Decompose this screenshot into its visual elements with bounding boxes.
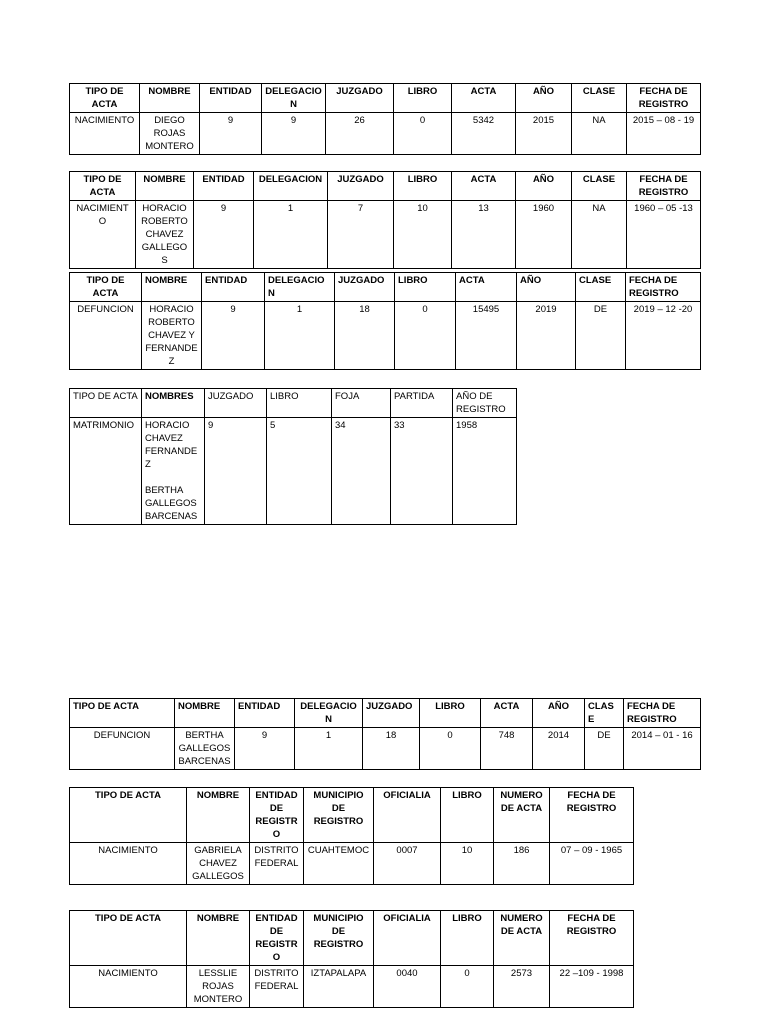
- header-cell: OFICIALIA: [374, 911, 441, 966]
- table-cell: 1960: [516, 201, 572, 269]
- header-cell: MUNICIPIO DE REGISTRO: [304, 788, 374, 843]
- header-cell: AÑO: [516, 172, 572, 201]
- acta-table-defuncion-bertha: [69, 698, 701, 770]
- table-row: [70, 418, 517, 525]
- table-cell: 7: [328, 201, 394, 269]
- header-cell: AÑO: [517, 273, 576, 302]
- table-row: [70, 728, 701, 770]
- table-cell: 15495: [456, 302, 517, 370]
- header-cell: ENTIDAD DE REGISTRO: [250, 911, 304, 966]
- table-cell: HORACIO CHAVEZ FERNANDEZ BERTHA GALLEGOS BARCENAS: [142, 418, 205, 525]
- table-cell: BERTHA GALLEGOS BARCENAS: [175, 728, 235, 770]
- table-cell: 07 – 09 - 1965: [550, 843, 634, 885]
- header-cell: LIBRO: [394, 84, 452, 113]
- table-cell: 2019: [517, 302, 576, 370]
- header-cell: LIBRO: [394, 172, 452, 201]
- table-cell: 13: [452, 201, 516, 269]
- table-cell: IZTAPALAPA: [304, 966, 374, 1008]
- header-cell: CLASE: [572, 84, 627, 113]
- table-cell: 10: [394, 201, 452, 269]
- header-cell: DELEGACION: [295, 699, 363, 728]
- header-cell: ACTA: [481, 699, 533, 728]
- header-cell: LIBRO: [441, 911, 494, 966]
- header-cell: NOMBRE: [175, 699, 235, 728]
- header-cell: TIPO DE ACTA: [70, 84, 140, 113]
- table-cell: DE: [576, 302, 626, 370]
- table-cell: 1960 – 05 -13: [627, 201, 701, 269]
- header-cell: NOMBRE: [142, 273, 202, 302]
- table-cell: NACIMIENTO: [70, 201, 136, 269]
- acta-table-nacimiento-diego: [69, 83, 701, 155]
- table-cell: 1: [254, 201, 328, 269]
- header-cell: ENTIDAD DE REGISTRO: [250, 788, 304, 843]
- table-cell: NACIMIENTO: [70, 113, 140, 155]
- table-cell: 5342: [452, 113, 516, 155]
- table-cell: NA: [572, 201, 627, 269]
- table-row: [70, 843, 634, 885]
- table-cell: 0007: [374, 843, 441, 885]
- table-cell: 1958: [453, 418, 517, 525]
- acta-table-nacimiento-gabriela: [69, 787, 634, 885]
- table-cell: 9: [235, 728, 295, 770]
- header-cell: JUZGADO: [363, 699, 420, 728]
- table-cell: DISTRITO FEDERAL: [250, 966, 304, 1008]
- table-cell: 2015: [516, 113, 572, 155]
- header-cell: JUZGADO: [328, 172, 394, 201]
- header-cell: JUZGADO: [335, 273, 395, 302]
- table-header-row: [70, 84, 701, 113]
- header-cell: TIPO DE ACTA: [70, 273, 142, 302]
- header-cell: ENTIDAD: [194, 172, 254, 201]
- table-header-row: [70, 911, 634, 966]
- header-cell: NUMERO DE ACTA: [494, 911, 550, 966]
- header-cell: NUMERO DE ACTA: [494, 788, 550, 843]
- header-cell: ACTA: [452, 172, 516, 201]
- table-row: [70, 966, 634, 1008]
- table-cell: NACIMIENTO: [70, 966, 187, 1008]
- header-cell: AÑO DE REGISTRO: [453, 389, 517, 418]
- header-cell: FECHA DE REGISTRO: [626, 273, 701, 302]
- table-cell: 34: [332, 418, 391, 525]
- header-cell: TIPO DE ACTA: [70, 699, 175, 728]
- header-cell: AÑO: [533, 699, 585, 728]
- header-cell: NOMBRE: [187, 788, 250, 843]
- table-header-row: [70, 788, 634, 843]
- header-cell: AÑO: [516, 84, 572, 113]
- table-cell: 9: [262, 113, 326, 155]
- header-cell: JUZGADO: [205, 389, 267, 418]
- table-cell: DIEGO ROJAS MONTERO: [140, 113, 200, 155]
- table-cell: 2573: [494, 966, 550, 1008]
- header-cell: CLASE: [585, 699, 624, 728]
- table-cell: 748: [481, 728, 533, 770]
- table-cell: 1: [295, 728, 363, 770]
- header-cell: CLASE: [572, 172, 627, 201]
- table-cell: 2014 – 01 - 16: [624, 728, 701, 770]
- header-cell: LIBRO: [267, 389, 332, 418]
- header-cell: OFICIALIA: [374, 788, 441, 843]
- header-cell: TIPO DE ACTA: [70, 389, 142, 418]
- table-cell: 186: [494, 843, 550, 885]
- table-cell: 22 –109 - 1998: [550, 966, 634, 1008]
- table-cell: 0: [394, 113, 452, 155]
- header-cell: DELEGACION: [254, 172, 328, 201]
- header-cell: PARTIDA: [391, 389, 453, 418]
- header-cell: ENTIDAD: [235, 699, 295, 728]
- header-cell: LIBRO: [441, 788, 494, 843]
- header-cell: ENTIDAD: [200, 84, 262, 113]
- header-cell: ENTIDAD: [202, 273, 265, 302]
- header-cell: CLASE: [576, 273, 626, 302]
- table-header-row: [70, 172, 701, 201]
- table-cell: HORACIO ROBERTO CHAVEZ GALLEGOS: [136, 201, 194, 269]
- table-cell: NA: [572, 113, 627, 155]
- table-cell: DE: [585, 728, 624, 770]
- table-cell: 0: [441, 966, 494, 1008]
- header-cell: NOMBRE: [187, 911, 250, 966]
- header-cell: JUZGADO: [326, 84, 394, 113]
- header-cell: FECHA DE REGISTRO: [550, 911, 634, 966]
- table-cell: 10: [441, 843, 494, 885]
- table-cell: 9: [200, 113, 262, 155]
- header-cell: TIPO DE ACTA: [70, 788, 187, 843]
- header-cell: MUNICIPIO DE REGISTRO: [304, 911, 374, 966]
- table-header-row: [70, 389, 517, 418]
- table-cell: NACIMIENTO: [70, 843, 187, 885]
- table-cell: 18: [335, 302, 395, 370]
- header-cell: FECHA DE REGISTRO: [550, 788, 634, 843]
- table-cell: 2019 – 12 -20: [626, 302, 701, 370]
- header-cell: LIBRO: [420, 699, 481, 728]
- table-cell: 18: [363, 728, 420, 770]
- table-cell: 9: [194, 201, 254, 269]
- header-cell: ACTA: [452, 84, 516, 113]
- acta-table-nacimiento-lesslie: [69, 910, 634, 1008]
- table-row: [70, 302, 701, 370]
- header-cell: DELEGACION: [265, 273, 335, 302]
- table-cell: DEFUNCION: [70, 302, 142, 370]
- header-cell: TIPO DE ACTA: [70, 172, 136, 201]
- table-cell: 2014: [533, 728, 585, 770]
- header-cell: TIPO DE ACTA: [70, 911, 187, 966]
- header-cell: ACTA: [456, 273, 517, 302]
- table-cell: 9: [205, 418, 267, 525]
- table-cell: 26: [326, 113, 394, 155]
- table-cell: DEFUNCION: [70, 728, 175, 770]
- header-cell: FECHA DE REGISTRO: [627, 84, 701, 113]
- header-cell: LIBRO: [395, 273, 456, 302]
- header-cell: NOMBRE: [140, 84, 200, 113]
- acta-table-matrimonio: [69, 388, 517, 525]
- table-cell: MATRIMONIO: [70, 418, 142, 525]
- table-cell: 9: [202, 302, 265, 370]
- table-cell: 0: [395, 302, 456, 370]
- table-cell: 5: [267, 418, 332, 525]
- table-cell: 33: [391, 418, 453, 525]
- header-cell: NOMBRE: [136, 172, 194, 201]
- table-header-row: [70, 699, 701, 728]
- header-cell: FOJA: [332, 389, 391, 418]
- header-cell: DELEGACIO N: [262, 84, 326, 113]
- table-row: [70, 113, 701, 155]
- acta-table-nacimiento-horacio: [69, 171, 701, 269]
- table-cell: HORACIO ROBERTO CHAVEZ Y FERNANDE Z: [142, 302, 202, 370]
- header-cell: FECHA DE REGISTRO: [627, 172, 701, 201]
- header-cell: NOMBRES: [142, 389, 205, 418]
- table-cell: 0: [420, 728, 481, 770]
- header-cell: FECHA DE REGISTRO: [624, 699, 701, 728]
- table-cell: LESSLIE ROJAS MONTERO: [187, 966, 250, 1008]
- table-cell: 2015 – 08 - 19: [627, 113, 701, 155]
- table-cell: DISTRITO FEDERAL: [250, 843, 304, 885]
- acta-table-defuncion-horacio: [69, 272, 701, 370]
- table-cell: CUAHTEMOC: [304, 843, 374, 885]
- table-row: [70, 201, 701, 269]
- table-cell: 1: [265, 302, 335, 370]
- table-cell: 0040: [374, 966, 441, 1008]
- table-header-row: [70, 273, 701, 302]
- table-cell: GABRIELA CHAVEZ GALLEGOS: [187, 843, 250, 885]
